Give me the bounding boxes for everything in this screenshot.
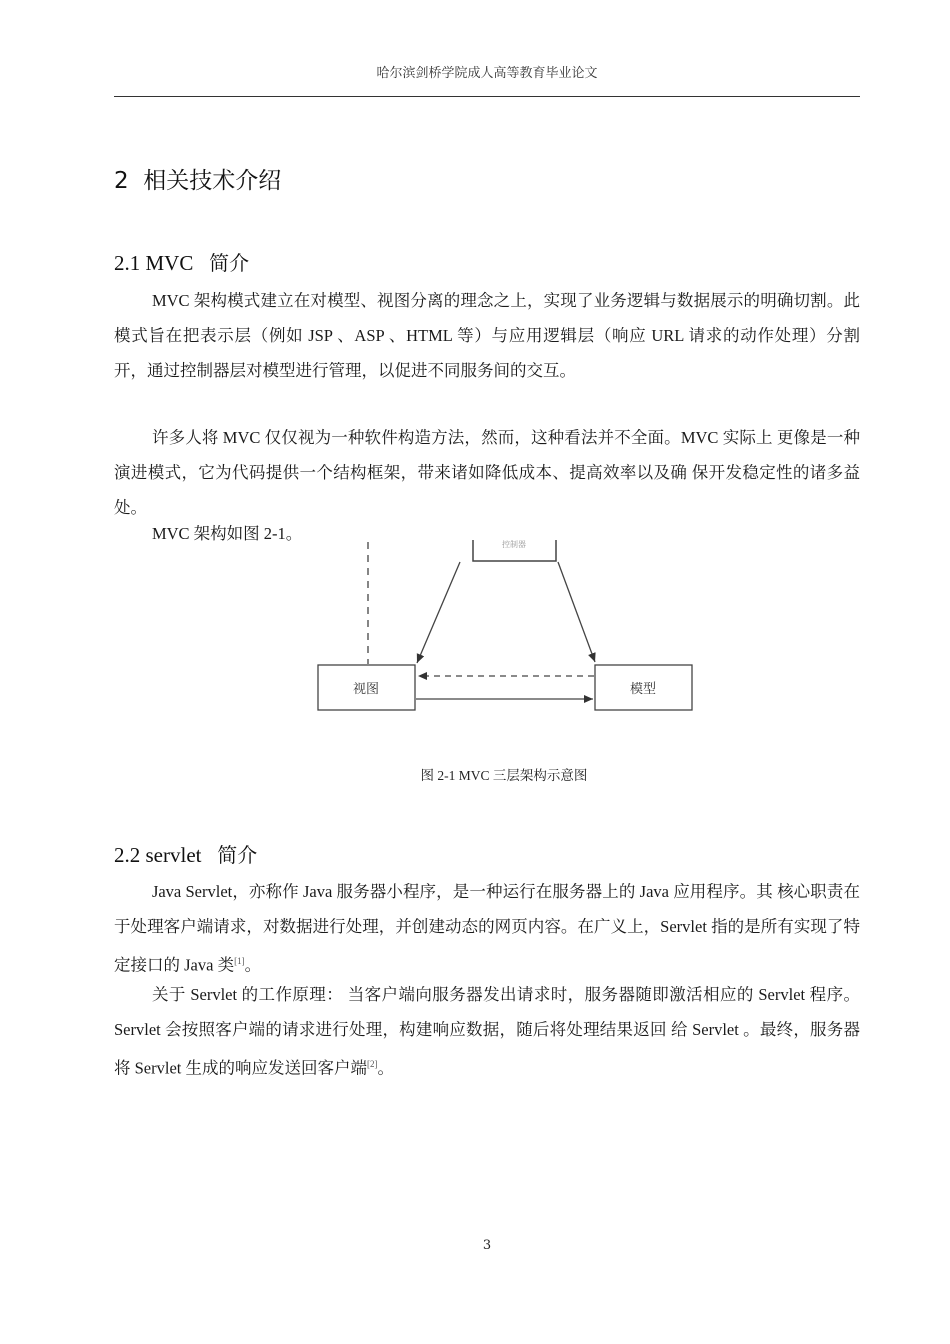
header-rule (114, 96, 860, 97)
section-heading-servlet-cn: 简介 (217, 843, 258, 867)
citation-1[interactable]: [1] (234, 956, 245, 966)
servlet-paragraph-1-text: Java Servlet，亦称作 Java 服务器小程序，是一种运行在服务器上的 Java 应用程序。其 核心职责在于处理客户端请求，对数据进行处理，并创建动态的网页内容。在广义上，Servlet 指的是所有实现了特定接口的 Java 类 (114, 882, 860, 975)
view-label: 视图 (352, 682, 380, 697)
controller-label: 控制器 (502, 540, 526, 549)
chapter-title: 相关技术介绍 (143, 168, 282, 194)
citation-2[interactable]: [2] (367, 1059, 378, 1069)
section-heading-mvc-cn: 简介 (209, 251, 250, 275)
mvc-paragraph-3: MVC 架构如图 2-1。 (151, 524, 303, 543)
section-heading-servlet-latin: 2.2 servlet (114, 843, 202, 867)
mvc-diagram (310, 540, 710, 720)
page-number: 3 (482, 1238, 492, 1253)
mvc-paragraph-1: MVC 架构模式建立在对模型、视图分离的理念之上，实现了业务逻辑与数据展示的明确切割。此模式旨在把表示层（例如 JSP 、ASP 、HTML 等）与应用逻辑层（响应 URL 请求的动作处理）分割开，通过控制器层对模型进行管理，以促进不同服务间的交互。 (114, 291, 860, 380)
controller-box (473, 540, 556, 561)
section-heading-servlet (114, 839, 257, 868)
servlet-paragraph-2-text: 关于 Servlet 的工作原理： 当客户端向服务器发出请求时，服务器随即激活相应的 Servlet 程序。Servlet 会按照客户端的请求进行处理，构建响应数据，随后将处理结果返回 给 Servlet 。最终，服务器将 Servlet 生成的响应发送回客户端 (114, 985, 860, 1078)
mvc-paragraph-2: 许多人将 MVC 仅仅视为一种软件构造方法，然而，这种看法并不全面。MVC 实际上 更像是一种演进模式，它为代码提供一个结构框架，带来诸如降低成本、提高效率以及确 保开发稳定性的诸多益处。 (114, 428, 860, 517)
chapter-number: 2 (114, 168, 129, 194)
chapter-heading (114, 162, 281, 195)
servlet-paragraph-2 (114, 977, 860, 1086)
model-box (595, 665, 692, 710)
servlet-paragraph-2-end: 。 (377, 1058, 394, 1078)
page-header: 哈尔滨剑桥学院成人高等教育毕业论文 (376, 66, 598, 81)
servlet-paragraph-1-end: 。 (244, 955, 262, 975)
arrow-controller-to-model (558, 562, 595, 662)
servlet-paragraph-1 (114, 874, 860, 983)
section-heading-mvc (114, 247, 249, 276)
section-heading-mvc-latin: 2.1 MVC (114, 251, 194, 275)
figure-caption: 图 2-1 MVC 三层架构示意图 (420, 768, 588, 783)
model-label: 模型 (629, 682, 657, 697)
view-box (318, 665, 415, 710)
arrow-controller-to-view (417, 562, 460, 663)
